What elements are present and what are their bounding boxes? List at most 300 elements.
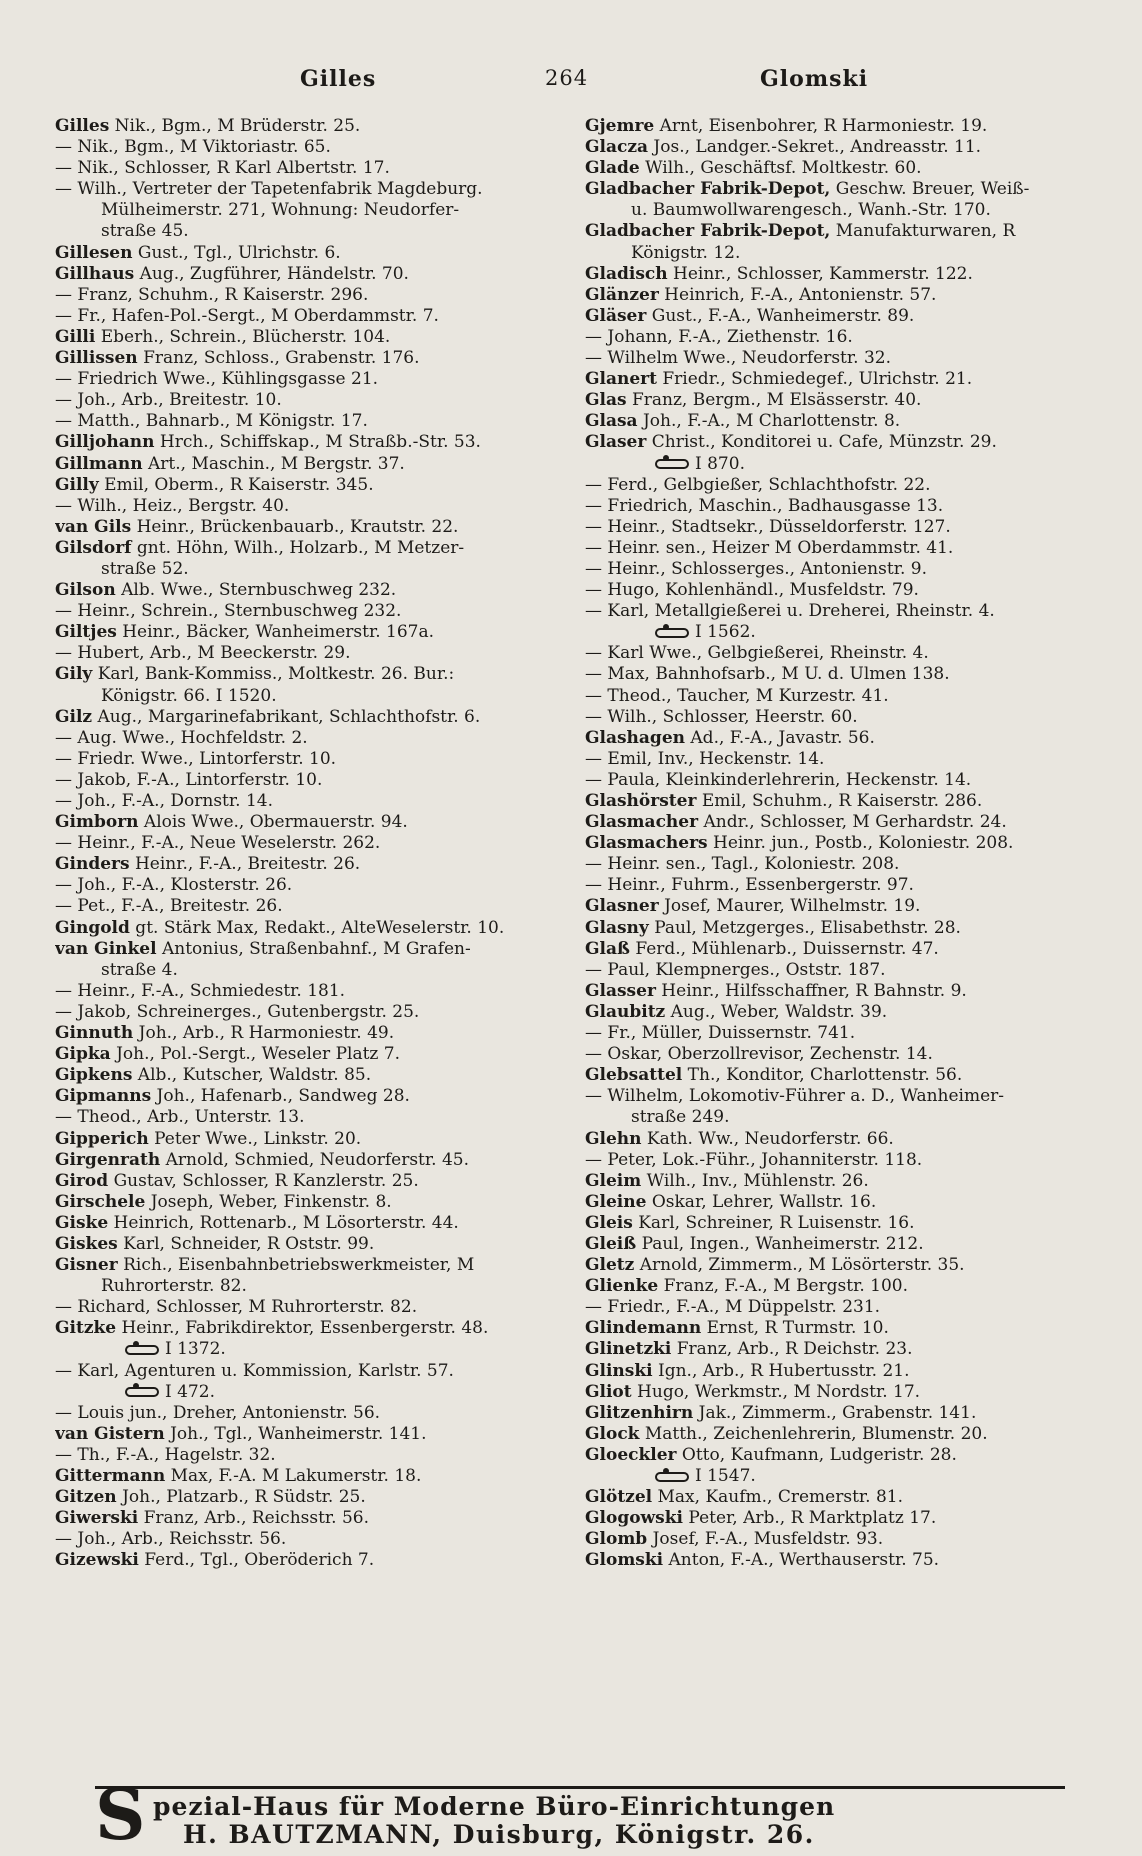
entry-details: Oskar, Lehrer, Wallstr. 16.	[646, 1191, 877, 1212]
entry-details: — Wilh., Vertreter der Tapetenfabrik Magdeburg.	[55, 179, 483, 200]
entry-details: Friedr., Schmiedegef., Ulrichstr. 21.	[656, 369, 973, 390]
entry-details: Josef, Maurer, Wilhelmstr. 19.	[658, 896, 921, 917]
entry-surname: Giwerski	[55, 1508, 139, 1529]
directory-entry	[55, 200, 583, 221]
directory-entry	[55, 854, 583, 875]
directory-entry	[55, 411, 583, 432]
entry-details: — Johann, F.-A., Ziethenstr. 16.	[585, 326, 853, 347]
entry-details: — Max, Bahnhofsarb., M U. d. Ulmen 138.	[585, 664, 950, 685]
entry-details: — Joh., F.-A., Klosterstr. 26.	[55, 875, 293, 896]
directory-entry	[55, 875, 583, 896]
entry-details: Arnold, Schmied, Neudorferstr. 45.	[160, 1149, 469, 1170]
entry-surname: Gilljohann	[55, 432, 155, 453]
entry-details: Aug., Zugführer, Händelstr. 70.	[134, 263, 409, 284]
entry-details: — Heinr., F.-A., Neue Weselerstr. 262.	[55, 833, 381, 854]
entry-details: — Heinr., Schlosserges., Antonienstr. 9.	[585, 558, 927, 579]
entry-details: — Th., F.-A., Hagelstr. 32.	[55, 1444, 276, 1465]
entry-details: — Joh., Arb., Breitestr. 10.	[55, 390, 282, 411]
left-column	[55, 116, 583, 1571]
entry-surname: Glasser	[585, 980, 656, 1001]
entry-details: Arnt, Eisenbohrer, R Harmoniestr. 19.	[654, 116, 988, 136]
directory-entry	[585, 179, 1113, 200]
entry-details: — Paula, Kleinkinderlehrerin, Heckenstr. 14.	[585, 769, 972, 790]
entry-details: — Fr., Hafen-Pol.-Sergt., M Oberdammstr. 7.	[55, 305, 439, 326]
entry-details: Art., Maschin., M Bergstr. 37.	[142, 453, 405, 474]
entry-details: Kath. Ww., Neudorferstr. 66.	[641, 1128, 894, 1149]
directory-entry	[585, 622, 1113, 643]
entry-details: Heinr. jun., Postb., Koloniestr. 208.	[707, 833, 1014, 854]
entry-surname: Glasmachers	[585, 833, 708, 854]
directory-entry	[55, 221, 583, 242]
entry-surname: Gitzen	[55, 1487, 117, 1508]
entry-surname: Gipka	[55, 1044, 111, 1065]
entry-details: Heinrich, F.-A., Antonienstr. 57.	[658, 284, 937, 305]
entry-details: Ernst, R Turmstr. 10.	[701, 1318, 889, 1339]
directory-entry	[585, 939, 1113, 960]
entry-details: Rich., Eisenbahnbetriebswerkmeister, M	[117, 1255, 475, 1276]
telephone-icon	[655, 459, 689, 469]
directory-entry	[55, 369, 583, 390]
header-right-word: Glomski	[760, 66, 869, 92]
directory-entry	[585, 686, 1113, 707]
entry-surname: Gipperich	[55, 1128, 149, 1149]
entry-details: gt. Stärk Max, Redakt., AlteWeselerstr. 10.	[129, 917, 505, 938]
entry-details: Franz, Bergm., M Elsässerstr. 40.	[626, 390, 922, 411]
directory-entry	[585, 707, 1113, 728]
entry-surname: Glinetzki	[585, 1339, 672, 1360]
directory-entry	[585, 137, 1113, 158]
directory-entry	[55, 960, 583, 981]
entry-details: Jos., Landger.-Sekret., Andreasstr. 11.	[648, 137, 982, 158]
directory-entry	[585, 517, 1113, 538]
entry-surname: Glasa	[585, 411, 638, 432]
telephone-icon	[655, 628, 689, 638]
entry-details: — Wilhelm, Lokomotiv-Führer a. D., Wanheimer-	[585, 1086, 1005, 1107]
directory-entry	[55, 622, 583, 643]
directory-entry	[55, 812, 583, 833]
entry-details: Th., Konditor, Charlottenstr. 56.	[682, 1065, 963, 1086]
directory-entry	[585, 369, 1113, 390]
entry-details: Heinr., Brückenbauarb., Krautstr. 22.	[131, 516, 459, 537]
entry-surname: Gilsdorf	[55, 537, 132, 558]
directory-entry	[55, 1318, 583, 1339]
entry-details: — Wilh., Schlosser, Heerstr. 60.	[585, 706, 858, 727]
directory-entry	[585, 580, 1113, 601]
directory-entry	[585, 1297, 1113, 1318]
entry-surname: Glacza	[585, 137, 649, 158]
entry-details: — Louis jun., Dreher, Antonienstr. 56.	[55, 1402, 381, 1423]
entry-details: Max, F.-A. M Lakumerstr. 18.	[165, 1466, 422, 1486]
directory-entry	[55, 1065, 583, 1086]
entry-surname: Glade	[585, 158, 640, 179]
directory-entry	[585, 1086, 1113, 1107]
directory-entry	[55, 1487, 583, 1508]
entry-surname: Glaubitz	[585, 1001, 666, 1022]
entry-details: — Friedrich Wwe., Kühlingsgasse 21.	[55, 369, 379, 390]
entry-details: Christ., Konditorei u. Cafe, Münzstr. 29.	[646, 432, 997, 453]
directory-entry	[55, 1361, 583, 1382]
directory-entry	[55, 1382, 583, 1403]
entry-surname: Gipmanns	[55, 1086, 152, 1107]
entry-surname: Gipkens	[55, 1065, 133, 1086]
entry-details: Anton, F.-A., Werthauserstr. 75.	[663, 1550, 940, 1571]
entry-details: Antonius, Straßenbahnf., M Grafen-	[156, 938, 471, 959]
entry-details: — Karl, Metallgießerei u. Dreherei, Rheinstr. 4.	[585, 601, 995, 622]
entry-details: Joh., F.-A., M Charlottenstr. 8.	[637, 411, 901, 432]
entry-surname: van Gistern	[55, 1423, 165, 1444]
directory-entry	[585, 770, 1113, 791]
advert-line-1: pezial-Haus für Moderne Büro-Einrichtungen	[153, 1792, 836, 1821]
entry-surname: Gladisch	[585, 263, 668, 284]
entry-surname: Ginnuth	[55, 1023, 134, 1044]
entry-details: Aug., Margarinefabrikant, Schlachthofstr. 6.	[92, 706, 481, 727]
directory-entry	[55, 1171, 583, 1192]
entry-details: — Fr., Müller, Duissernstr. 741.	[585, 1023, 856, 1044]
entry-surname: Gillhaus	[55, 263, 135, 284]
entry-details: Franz, F.-A., M Bergstr. 100.	[658, 1276, 909, 1297]
entry-details: gnt. Höhn, Wilh., Holzarb., M Metzer-	[131, 537, 465, 558]
directory-entry	[55, 496, 583, 517]
entry-details: Joseph, Weber, Finkenstr. 8.	[145, 1191, 392, 1212]
header-left-word: Gilles	[300, 66, 377, 92]
directory-entry	[585, 1065, 1113, 1086]
entry-surname: Gleim	[585, 1170, 642, 1191]
directory-entry	[55, 137, 583, 158]
entry-details: Franz, Schloss., Grabenstr. 176.	[137, 348, 420, 369]
entry-details: Jak., Zimmerm., Grabenstr. 141.	[693, 1402, 977, 1423]
entry-details: Alb., Kutscher, Waldstr. 85.	[132, 1065, 372, 1086]
directory-entry	[585, 1276, 1113, 1297]
entry-details: — Heinr., Fuhrm., Essenbergerstr. 97.	[585, 875, 914, 896]
entry-details: Karl, Schneider, R Oststr. 99.	[117, 1233, 375, 1254]
directory-entry	[585, 854, 1113, 875]
entry-details: Aug., Weber, Waldstr. 39.	[665, 1001, 888, 1022]
directory-entry	[55, 833, 583, 854]
entry-details: — Wilh., Heiz., Bergstr. 40.	[55, 495, 290, 516]
entry-surname: van Ginkel	[55, 938, 157, 959]
entry-details: Heinr., F.-A., Breitestr. 26.	[129, 854, 361, 875]
entry-details: — Nik., Schlosser, R Karl Albertstr. 17.	[55, 158, 390, 179]
entry-details: — Joh., Arb., Reichsstr. 56.	[55, 1529, 287, 1550]
entry-surname: Glasmacher	[585, 812, 699, 833]
entry-details: Andr., Schlosser, M Gerhardstr. 24.	[698, 812, 1007, 833]
directory-entry	[585, 1150, 1113, 1171]
directory-entry	[585, 960, 1113, 981]
entry-surname: Gjemre	[585, 116, 655, 136]
right-column	[585, 116, 1113, 1571]
entry-surname: Glebsattel	[585, 1065, 683, 1086]
advert-rule	[95, 1786, 1065, 1789]
directory-entry	[585, 896, 1113, 917]
entry-surname: Gittermann	[55, 1466, 166, 1486]
entry-details: Wilh., Geschäftsf. Moltkestr. 60.	[639, 158, 922, 179]
entry-details: Eberh., Schrein., Blücherstr. 104.	[95, 326, 391, 347]
entry-details: Joh., Platzarb., R Südstr. 25.	[116, 1487, 366, 1508]
entry-details: — Friedrich, Maschin., Badhausgasse 13.	[585, 495, 944, 516]
entry-details: Hrch., Schiffskap., M Straßb.-Str. 53.	[154, 432, 481, 453]
entry-details: I 1562.	[695, 622, 756, 643]
directory-entry	[55, 116, 583, 137]
directory-entry	[55, 918, 583, 939]
entry-surname: Gimborn	[55, 812, 139, 833]
entry-details: Karl, Schreiner, R Luisenstr. 16.	[632, 1212, 915, 1233]
entry-details: — Peter, Lok.-Führ., Johanniterstr. 118.	[585, 1149, 923, 1170]
directory-entry	[585, 1213, 1113, 1234]
directory-entry	[585, 664, 1113, 685]
entry-details: Alois Wwe., Obermauerstr. 94.	[138, 812, 408, 833]
entry-details: — Jakob, Schreinerges., Gutenbergstr. 25.	[55, 1001, 420, 1022]
entry-details: u. Baumwollwarengesch., Wanh.-Str. 170.	[631, 200, 991, 221]
entry-details: — Theod., Taucher, M Kurzestr. 41.	[585, 685, 889, 706]
entry-details: Heinr., Fabrikdirektor, Essenbergerstr. 48.	[116, 1318, 489, 1339]
entry-surname: Gloeckler	[585, 1444, 677, 1465]
directory-entry	[55, 728, 583, 749]
directory-entry	[55, 454, 583, 475]
directory-entry	[585, 749, 1113, 770]
directory-entry	[585, 601, 1113, 622]
directory-entry	[55, 1213, 583, 1234]
directory-entry	[585, 1424, 1113, 1445]
entry-details: Nik., Bgm., M Brüderstr. 25.	[109, 116, 361, 136]
directory-entry	[55, 1129, 583, 1150]
entry-surname: Gillesen	[55, 242, 133, 263]
directory-entry	[55, 770, 583, 791]
entry-details: — Paul, Klempnerges., Oststr. 187.	[585, 959, 886, 980]
entry-details: — Heinr. sen., Tagl., Koloniestr. 208.	[585, 854, 900, 875]
entry-surname: Glötzel	[585, 1487, 653, 1508]
directory-entry	[55, 939, 583, 960]
entry-surname: Gillmann	[55, 453, 143, 474]
directory-entry	[585, 285, 1113, 306]
entry-details: Heinrich, Rottenarb., M Lösorterstr. 44.	[108, 1212, 459, 1233]
directory-entry	[585, 475, 1113, 496]
directory-entry	[55, 791, 583, 812]
directory-entry	[585, 243, 1113, 264]
directory-entry	[55, 1002, 583, 1023]
entry-details: — Wilhelm Wwe., Neudorferstr. 32.	[585, 348, 891, 369]
entry-details: straße 4.	[101, 959, 178, 980]
directory-entry	[585, 1171, 1113, 1192]
entry-surname: Gitzke	[55, 1318, 117, 1339]
entry-details: — Heinr., F.-A., Schmiedestr. 181.	[55, 980, 346, 1001]
entry-details: Gust., Tgl., Ulrichstr. 6.	[132, 242, 341, 263]
entry-surname: Glindemann	[585, 1318, 702, 1339]
entry-details: Franz, Arb., R Deichstr. 23.	[671, 1339, 913, 1360]
directory-entry	[585, 875, 1113, 896]
entry-details: Wilh., Inv., Mühlenstr. 26.	[641, 1170, 869, 1191]
entry-details: Ferd., Mühlenarb., Duissernstr. 47.	[629, 938, 939, 959]
entry-surname: Girschele	[55, 1191, 146, 1212]
entry-details: — Heinr. sen., Heizer M Oberdammstr. 41.	[585, 537, 954, 558]
entry-surname: Glänzer	[585, 284, 659, 305]
directory-entry	[55, 686, 583, 707]
entry-surname: Gilles	[55, 116, 110, 136]
telephone-icon	[125, 1345, 159, 1355]
telephone-icon	[125, 1387, 159, 1397]
directory-entry	[585, 918, 1113, 939]
entry-details: Arnold, Zimmerm., M Lösörterstr. 35.	[634, 1255, 965, 1276]
entry-details: Ferd., Tgl., Oberöderich 7.	[138, 1550, 375, 1571]
entry-surname: Gilz	[55, 706, 93, 727]
directory-entry	[585, 1550, 1113, 1571]
entry-details: Alb. Wwe., Sternbuschweg 232.	[115, 580, 397, 601]
directory-entry	[585, 538, 1113, 559]
entry-details: — Hubert, Arb., M Beeckerstr. 29.	[55, 643, 351, 664]
entry-details: Emil, Schuhm., R Kaiserstr. 286.	[696, 791, 983, 811]
directory-entry	[55, 707, 583, 728]
entry-details: — Pet., F.-A., Breitestr. 26.	[55, 896, 283, 917]
entry-surname: Glogowski	[585, 1508, 683, 1529]
directory-entry	[55, 306, 583, 327]
directory-entry	[585, 791, 1113, 812]
entry-details: — Franz, Schuhm., R Kaiserstr. 296.	[55, 284, 369, 305]
directory-entry	[585, 981, 1113, 1002]
entry-surname: Girgenrath	[55, 1149, 161, 1170]
entry-surname: Glas	[585, 390, 627, 411]
entry-details: Franz, Arb., Reichsstr. 56.	[138, 1508, 370, 1529]
entry-surname: Ginders	[55, 854, 130, 875]
entry-details: Mülheimerstr. 271, Wohnung: Neudorfer-	[101, 200, 460, 221]
entry-surname: Gisner	[55, 1255, 118, 1276]
entry-details: Joh., Hafenarb., Sandweg 28.	[151, 1086, 410, 1107]
advert-initial: S	[95, 1773, 146, 1856]
entry-details: straße 45.	[101, 221, 189, 242]
entry-surname: Glomski	[585, 1550, 664, 1571]
entry-surname: Glomb	[585, 1529, 648, 1550]
entry-surname: Gilli	[55, 326, 96, 347]
directory-entry	[55, 1297, 583, 1318]
entry-surname: Glashörster	[585, 791, 697, 811]
entry-details: Josef, F.-A., Musfeldstr. 93.	[647, 1529, 884, 1550]
entry-surname: Gleiß	[585, 1233, 637, 1254]
entry-details: — Aug. Wwe., Hochfeldstr. 2.	[55, 727, 308, 748]
entry-details: I 870.	[695, 453, 745, 474]
entry-details: Ruhrorterstr. 82.	[101, 1276, 247, 1297]
directory-entry	[585, 1361, 1113, 1382]
entry-details: Joh., Pol.-Sergt., Weseler Platz 7.	[110, 1044, 400, 1065]
entry-surname: Gleine	[585, 1191, 647, 1212]
entry-surname: Glinski	[585, 1360, 653, 1381]
directory-entry	[55, 179, 583, 200]
entry-details: Heinr., Bäcker, Wanheimerstr. 167a.	[116, 622, 434, 643]
entry-surname: Glock	[585, 1423, 640, 1444]
directory-entry	[55, 664, 583, 685]
entry-surname: Glitzenhirn	[585, 1402, 694, 1423]
entry-surname: Gleis	[585, 1212, 633, 1233]
directory-entry	[585, 1445, 1113, 1466]
directory-entry	[55, 1192, 583, 1213]
directory-entry	[585, 200, 1113, 221]
directory-entry	[585, 1192, 1113, 1213]
directory-entry	[55, 1424, 583, 1445]
entry-surname: Girod	[55, 1170, 109, 1191]
entry-details: — Heinr., Schrein., Sternbuschweg 232.	[55, 601, 402, 622]
entry-surname: Gliot	[585, 1381, 632, 1402]
directory-entry	[585, 116, 1113, 137]
entry-details: Peter, Arb., R Marktplatz 17.	[682, 1508, 937, 1529]
entry-surname: Giltjes	[55, 622, 117, 643]
entry-details: Gust., F.-A., Wanheimerstr. 89.	[646, 305, 915, 326]
advertisement	[95, 1773, 1095, 1856]
directory-entry	[55, 1466, 583, 1487]
entry-surname: Glasner	[585, 896, 659, 917]
advert-line-2: H. BAUTZMANN, Duisburg, Königstr. 26.	[183, 1820, 815, 1849]
directory-entry	[585, 306, 1113, 327]
directory-entry	[585, 221, 1113, 242]
entry-surname: Glaser	[585, 432, 647, 453]
directory-entry	[55, 1086, 583, 1107]
entry-details: — Jakob, F.-A., Lintorferstr. 10.	[55, 769, 323, 790]
entry-surname: Gletz	[585, 1255, 635, 1276]
entry-surname: van Gils	[55, 516, 132, 537]
directory-entry	[585, 390, 1113, 411]
entry-details: Matth., Zeichenlehrerin, Blumenstr. 20.	[639, 1423, 988, 1444]
entry-surname: Gilly	[55, 474, 99, 495]
directory-entry	[585, 1107, 1113, 1128]
directory-entry	[585, 158, 1113, 179]
directory-entry	[55, 981, 583, 1002]
entry-details: — Heinr., Stadtsekr., Düsseldorferstr. 127.	[585, 516, 951, 537]
entry-surname: Gladbacher Fabrik-Depot,	[585, 221, 831, 242]
entry-details: — Karl Wwe., Gelbgießerei, Rheinstr. 4.	[585, 643, 929, 664]
entry-details: Joh., Tgl., Wanheimerstr. 141.	[164, 1423, 427, 1444]
entry-details: Paul, Metzgerges., Elisabethstr. 28.	[648, 917, 961, 938]
entry-details: I 1372.	[165, 1339, 226, 1360]
directory-entry	[585, 1318, 1113, 1339]
directory-entry	[55, 1550, 583, 1571]
directory-entry	[585, 1529, 1113, 1550]
directory-entry	[55, 1023, 583, 1044]
entry-surname: Gilson	[55, 580, 116, 601]
directory-entry	[585, 1487, 1113, 1508]
entry-details: Manufakturwaren, R	[830, 221, 1016, 242]
directory-entry	[585, 1044, 1113, 1065]
directory-entry	[55, 243, 583, 264]
entry-surname: Giskes	[55, 1233, 118, 1254]
directory-entry	[585, 1023, 1113, 1044]
directory-entry	[585, 728, 1113, 749]
entry-details: straße 249.	[631, 1107, 730, 1128]
directory-entry	[55, 475, 583, 496]
directory-entry	[55, 1255, 583, 1276]
directory-entry	[55, 601, 583, 622]
directory-entry	[55, 1339, 583, 1360]
entry-details: Paul, Ingen., Wanheimerstr. 212.	[636, 1233, 924, 1254]
entry-surname: Gladbacher Fabrik-Depot,	[585, 179, 831, 200]
entry-details: Ign., Arb., R Hubertusstr. 21.	[652, 1360, 910, 1381]
entry-surname: Glashagen	[585, 727, 685, 748]
directory-entry	[55, 1044, 583, 1065]
entry-details: — Joh., F.-A., Dornstr. 14.	[55, 791, 273, 811]
entry-details: — Emil, Inv., Heckenstr. 14.	[585, 748, 825, 769]
directory-entry	[55, 432, 583, 453]
directory-entry	[55, 327, 583, 348]
directory-entry	[585, 1234, 1113, 1255]
directory-entry	[585, 559, 1113, 580]
directory-entry	[55, 1107, 583, 1128]
directory-entry	[55, 1508, 583, 1529]
entry-details: Karl, Bank-Kommiss., Moltkestr. 26. Bur.:	[92, 664, 455, 685]
directory-entry	[55, 749, 583, 770]
telephone-icon	[655, 1472, 689, 1482]
directory-entry	[55, 580, 583, 601]
entry-surname: Glienke	[585, 1276, 659, 1297]
entry-details: Joh., Arb., R Harmoniestr. 49.	[133, 1023, 395, 1044]
directory-entry	[585, 264, 1113, 285]
directory-entry	[55, 1529, 583, 1550]
directory-entry	[55, 643, 583, 664]
directory-entry	[55, 1276, 583, 1297]
